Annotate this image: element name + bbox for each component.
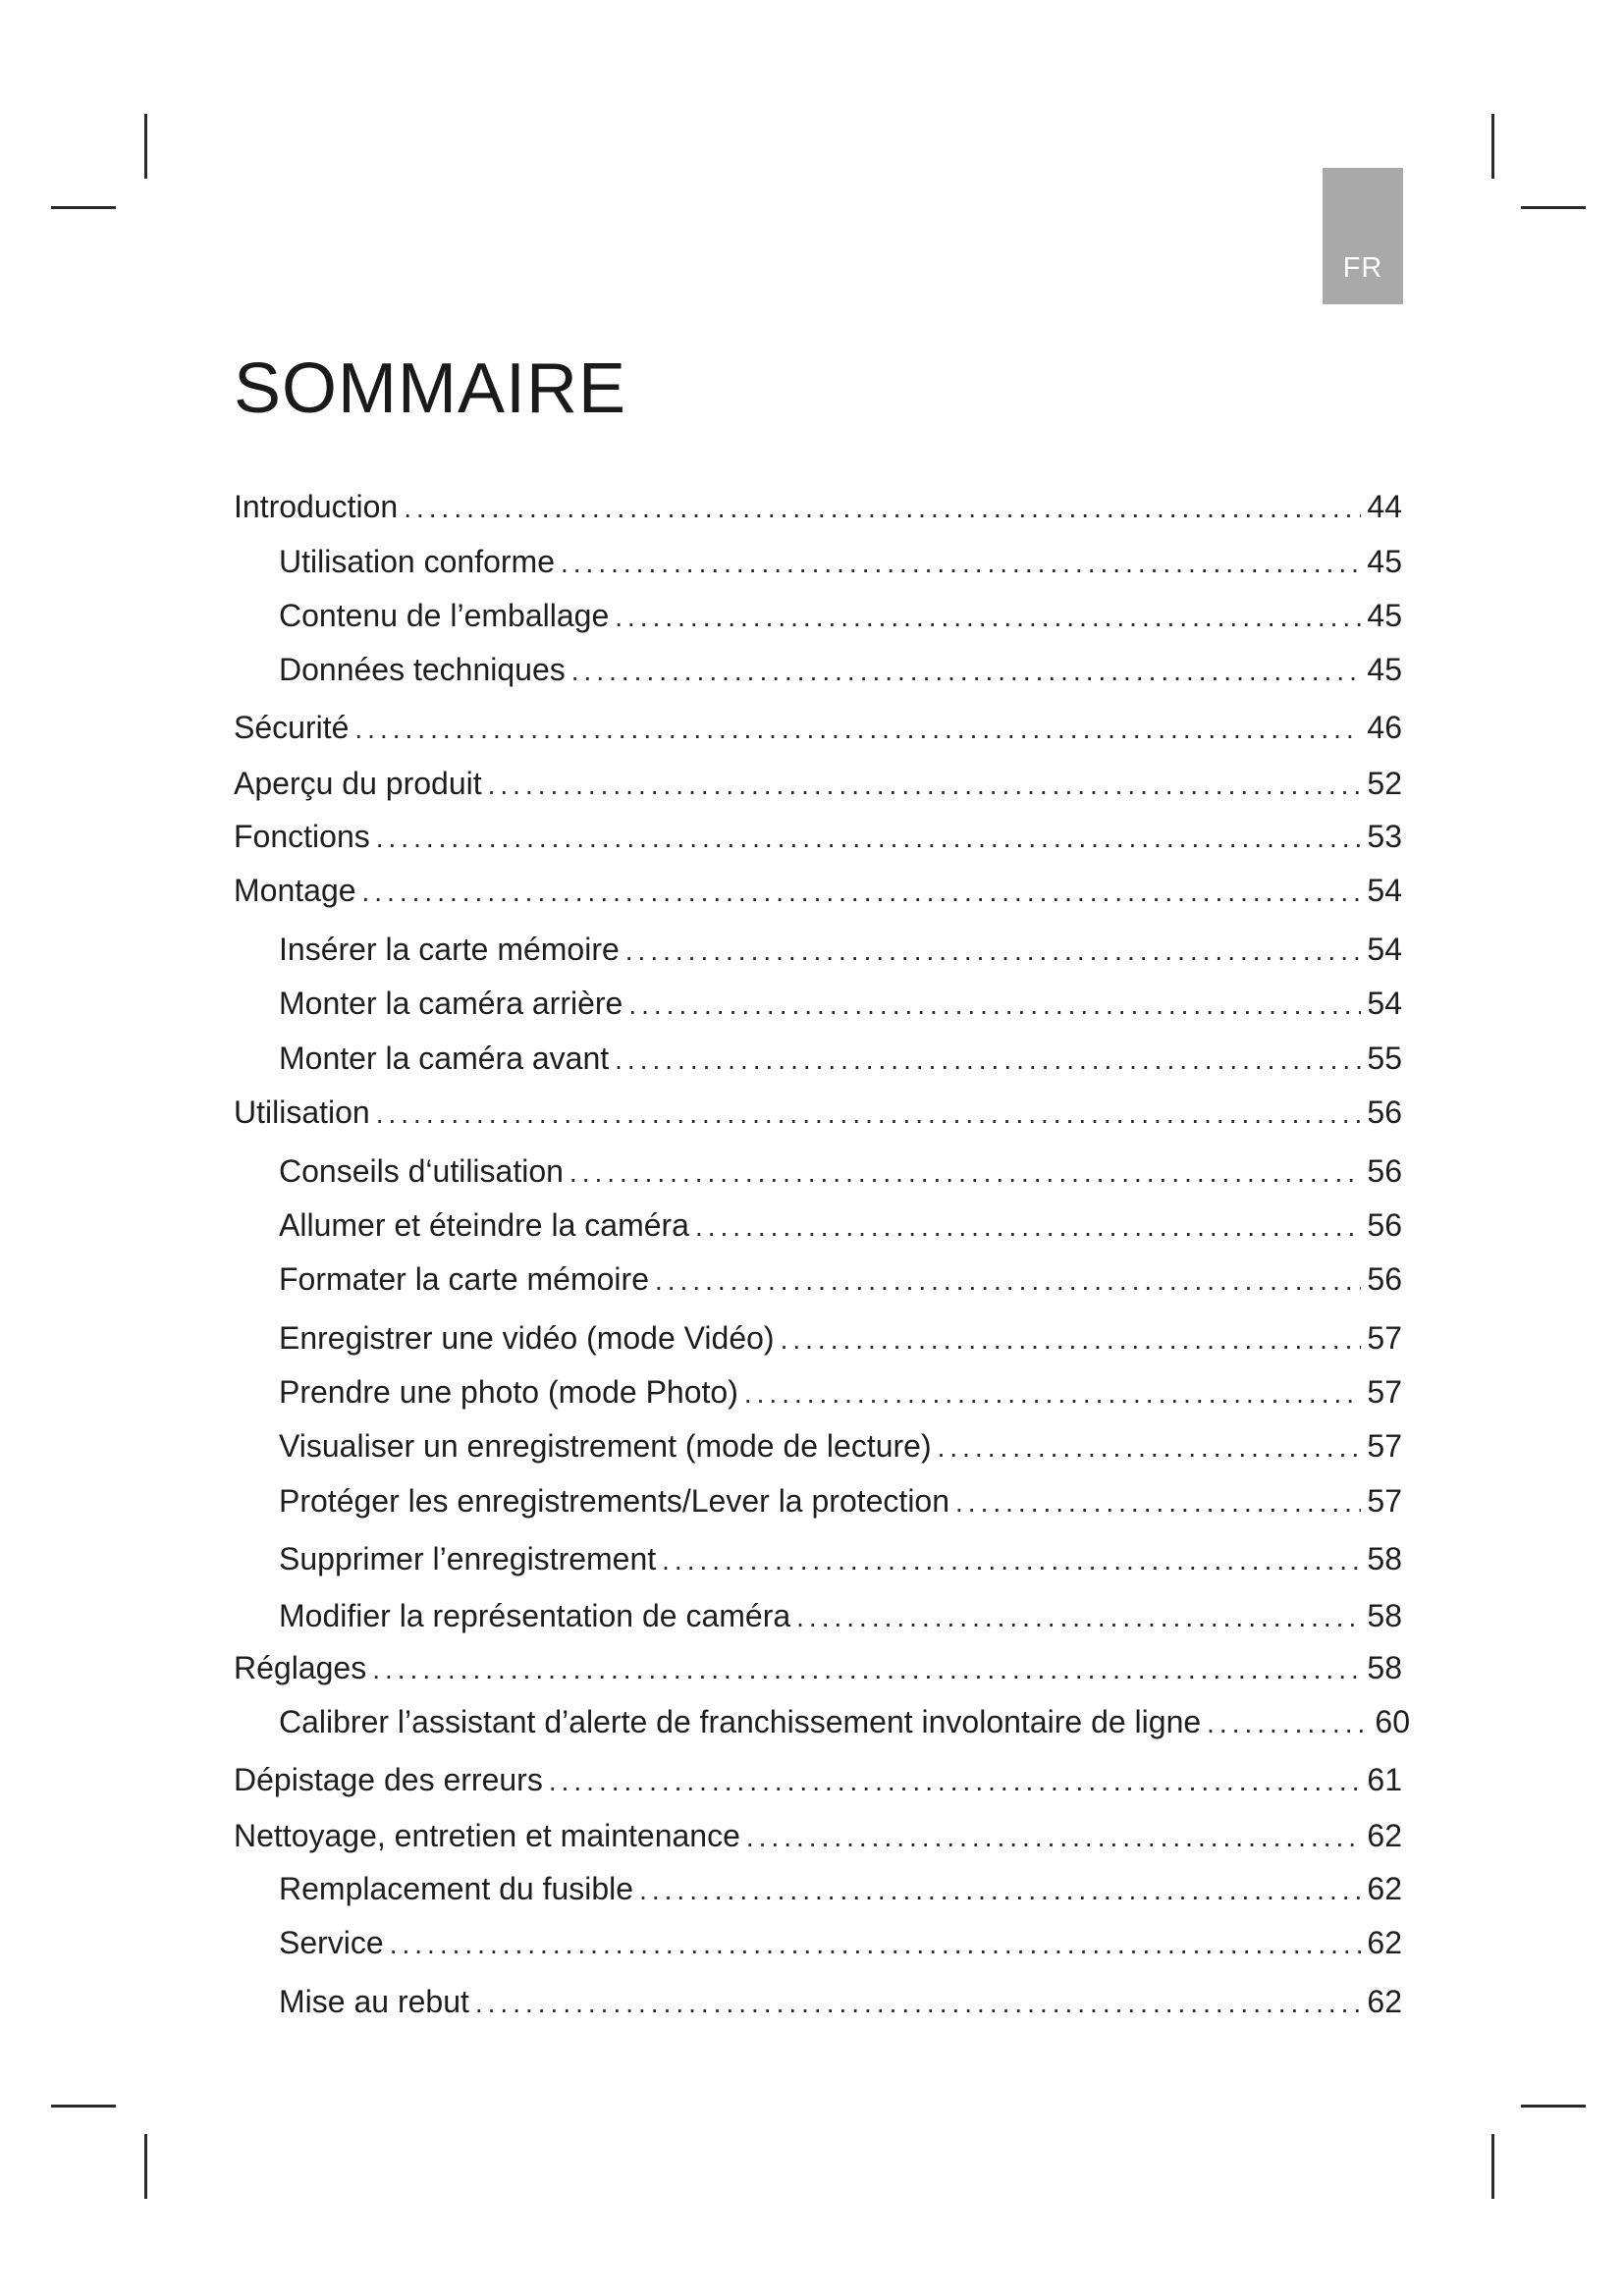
toc-leader-dots [569, 1152, 1361, 1194]
crop-mark-bottom-right-vertical [1491, 2134, 1494, 2199]
toc-entry[interactable] [279, 1981, 1402, 2022]
toc-entry-label: Nettoyage, entretien et maintenance [234, 1818, 740, 1853]
toc-entry-label: Aperçu du produit [234, 766, 482, 801]
toc-entry-page: 57 [1367, 1428, 1402, 1464]
toc-leader-dots [376, 1094, 1362, 1135]
toc-entry-label: Formater la carte mémoire [279, 1261, 649, 1297]
toc-entry[interactable] [279, 1595, 1402, 1636]
toc-leader-dots [372, 1649, 1361, 1690]
toc-leader-dots [561, 543, 1361, 584]
toc-entry[interactable] [279, 649, 1402, 690]
toc-entry-label: Dépistage des erreurs [234, 1762, 543, 1797]
toc-leader-dots [571, 651, 1362, 692]
toc-entry-page: 45 [1367, 598, 1402, 633]
toc-entry-page: 56 [1367, 1207, 1402, 1243]
toc-entry-label: Supprimer l’enregistrement [279, 1541, 657, 1576]
toc-leader-dots [796, 1597, 1361, 1638]
toc-leader-dots [475, 1983, 1362, 2024]
toc-entry[interactable] [279, 1038, 1402, 1079]
toc-entry-page: 53 [1367, 819, 1402, 854]
toc-entry-page: 57 [1367, 1320, 1402, 1356]
crop-mark-bottom-left-vertical [144, 2134, 147, 2199]
toc-entry[interactable] [279, 983, 1402, 1024]
toc-entry[interactable] [279, 541, 1402, 582]
toc-leader-dots [744, 1373, 1362, 1415]
toc-entry[interactable] [279, 1317, 1402, 1359]
toc-entry[interactable] [279, 1204, 1402, 1246]
toc-entry-page: 54 [1367, 873, 1402, 908]
toc-entry[interactable] [279, 1538, 1402, 1579]
toc-entry[interactable] [234, 1092, 1402, 1133]
toc-entry[interactable] [279, 1868, 1402, 1909]
toc-leader-dots [488, 765, 1362, 806]
toc-entry-page: 55 [1367, 1041, 1402, 1076]
toc-leader-dots [628, 985, 1361, 1026]
toc-entry-label: Calibrer l’assistant d’alerte de franchissement involontaire de ligne [279, 1704, 1202, 1739]
toc-leader-dots [1207, 1703, 1369, 1744]
toc-entry-page: 62 [1367, 1818, 1402, 1853]
toc-entry-page: 45 [1367, 544, 1402, 579]
toc-entry-label: Utilisation conforme [279, 544, 555, 579]
toc-leader-dots [655, 1260, 1361, 1302]
toc-entry-label: Prendre une photo (mode Photo) [279, 1374, 738, 1410]
toc-entry-label: Introduction [234, 489, 399, 524]
toc-entry-label: Conseils d‘utilisation [279, 1153, 564, 1189]
toc-entry-page: 56 [1367, 1261, 1402, 1297]
toc-entry-page: 46 [1367, 710, 1402, 745]
toc-leader-dots [746, 1817, 1362, 1858]
toc-entry[interactable] [234, 816, 1402, 857]
toc-entry[interactable] [279, 1150, 1402, 1192]
toc-entry-label: Mise au rebut [279, 1984, 469, 2019]
language-tab-label: FR [1342, 252, 1383, 284]
crop-mark-bottom-left-horizontal [51, 2105, 116, 2108]
toc-leader-dots [362, 872, 1362, 913]
toc-entry-page: 54 [1367, 932, 1402, 967]
crop-mark-bottom-right-horizontal [1521, 2105, 1586, 2108]
toc-entry-label: Réglages [234, 1650, 367, 1685]
page-title: SOMMAIRE [234, 349, 627, 428]
toc-entry[interactable] [279, 1425, 1402, 1467]
toc-entry-page: 52 [1367, 766, 1402, 801]
toc-entry[interactable] [279, 1480, 1402, 1522]
toc-entry[interactable] [279, 1701, 1410, 1742]
toc-entry-page: 57 [1367, 1374, 1402, 1410]
toc-entry-label: Service [279, 1925, 384, 1960]
crop-mark-top-left-vertical [144, 114, 147, 179]
toc-entry-page: 56 [1367, 1153, 1402, 1189]
toc-entry[interactable] [279, 1258, 1402, 1300]
toc-leader-dots [390, 1924, 1362, 1965]
toc-entry[interactable] [234, 707, 1402, 748]
toc-leader-dots [781, 1319, 1362, 1361]
toc-entry-label: Protéger les enregistrements/Lever la protection [279, 1483, 950, 1519]
toc-entry-label: Monter la caméra avant [279, 1041, 610, 1076]
toc-entry-page: 62 [1367, 1984, 1402, 2019]
toc-leader-dots [549, 1761, 1362, 1802]
toc-leader-dots [955, 1482, 1361, 1523]
toc-entry[interactable] [234, 1759, 1402, 1800]
toc-entry-label: Visualiser un enregistrement (mode de lecture) [279, 1428, 932, 1464]
toc-entry-label: Utilisation [234, 1095, 370, 1130]
toc-entry[interactable] [234, 870, 1402, 911]
toc-leader-dots [625, 931, 1362, 972]
toc-entry-page: 58 [1367, 1541, 1402, 1576]
toc-leader-dots [662, 1540, 1361, 1581]
toc-entry-page: 57 [1367, 1483, 1402, 1519]
toc-entry-label: Allumer et éteindre la caméra [279, 1207, 689, 1243]
toc-leader-dots [639, 1870, 1361, 1911]
toc-entry[interactable] [234, 486, 1402, 527]
toc-entry-page: 58 [1367, 1650, 1402, 1685]
toc-entry-page: 54 [1367, 986, 1402, 1021]
toc-entry-page: 62 [1367, 1871, 1402, 1906]
toc-leader-dots [615, 597, 1361, 638]
toc-entry[interactable] [279, 1922, 1402, 1963]
toc-entry-page: 58 [1367, 1598, 1402, 1633]
toc-entry-page: 61 [1367, 1762, 1402, 1797]
toc-entry-label: Remplacement du fusible [279, 1871, 634, 1906]
toc-entry-page: 45 [1367, 652, 1402, 687]
toc-entry-label: Enregistrer une vidéo (mode Vidéo) [279, 1320, 775, 1356]
toc-entry-label: Insérer la carte mémoire [279, 932, 620, 967]
toc-entry-label: Fonctions [234, 819, 370, 854]
toc-entry[interactable] [234, 1815, 1402, 1856]
crop-mark-top-left-horizontal [51, 206, 116, 209]
toc-entry[interactable] [279, 1371, 1402, 1413]
toc-entry-label: Sécurité [234, 710, 350, 745]
toc-entry-label: Monter la caméra arrière [279, 986, 623, 1021]
toc-leader-dots [354, 709, 1361, 750]
toc-entry[interactable] [279, 929, 1402, 970]
toc-leader-dots [615, 1040, 1361, 1081]
crop-mark-top-right-vertical [1491, 114, 1494, 179]
toc-entry-label: Contenu de l’emballage [279, 598, 610, 633]
toc-leader-dots [938, 1427, 1362, 1468]
language-tab [1323, 168, 1403, 304]
toc-entry-label: Montage [234, 873, 356, 908]
toc-entry-page: 62 [1367, 1925, 1402, 1960]
toc-leader-dots [695, 1206, 1361, 1248]
toc-entry-label: Données techniques [279, 652, 566, 687]
crop-mark-top-right-horizontal [1521, 206, 1586, 209]
toc-entry-page: 60 [1375, 1704, 1410, 1739]
toc-entry[interactable] [234, 763, 1402, 804]
toc-leader-dots [376, 818, 1362, 859]
toc-entry-page: 44 [1367, 489, 1402, 524]
toc-entry[interactable] [234, 1647, 1402, 1688]
toc-entry[interactable] [279, 595, 1402, 636]
toc-leader-dots [404, 488, 1361, 529]
toc-entry-label: Modifier la représentation de caméra [279, 1598, 791, 1633]
toc-entry-page: 56 [1367, 1095, 1402, 1130]
